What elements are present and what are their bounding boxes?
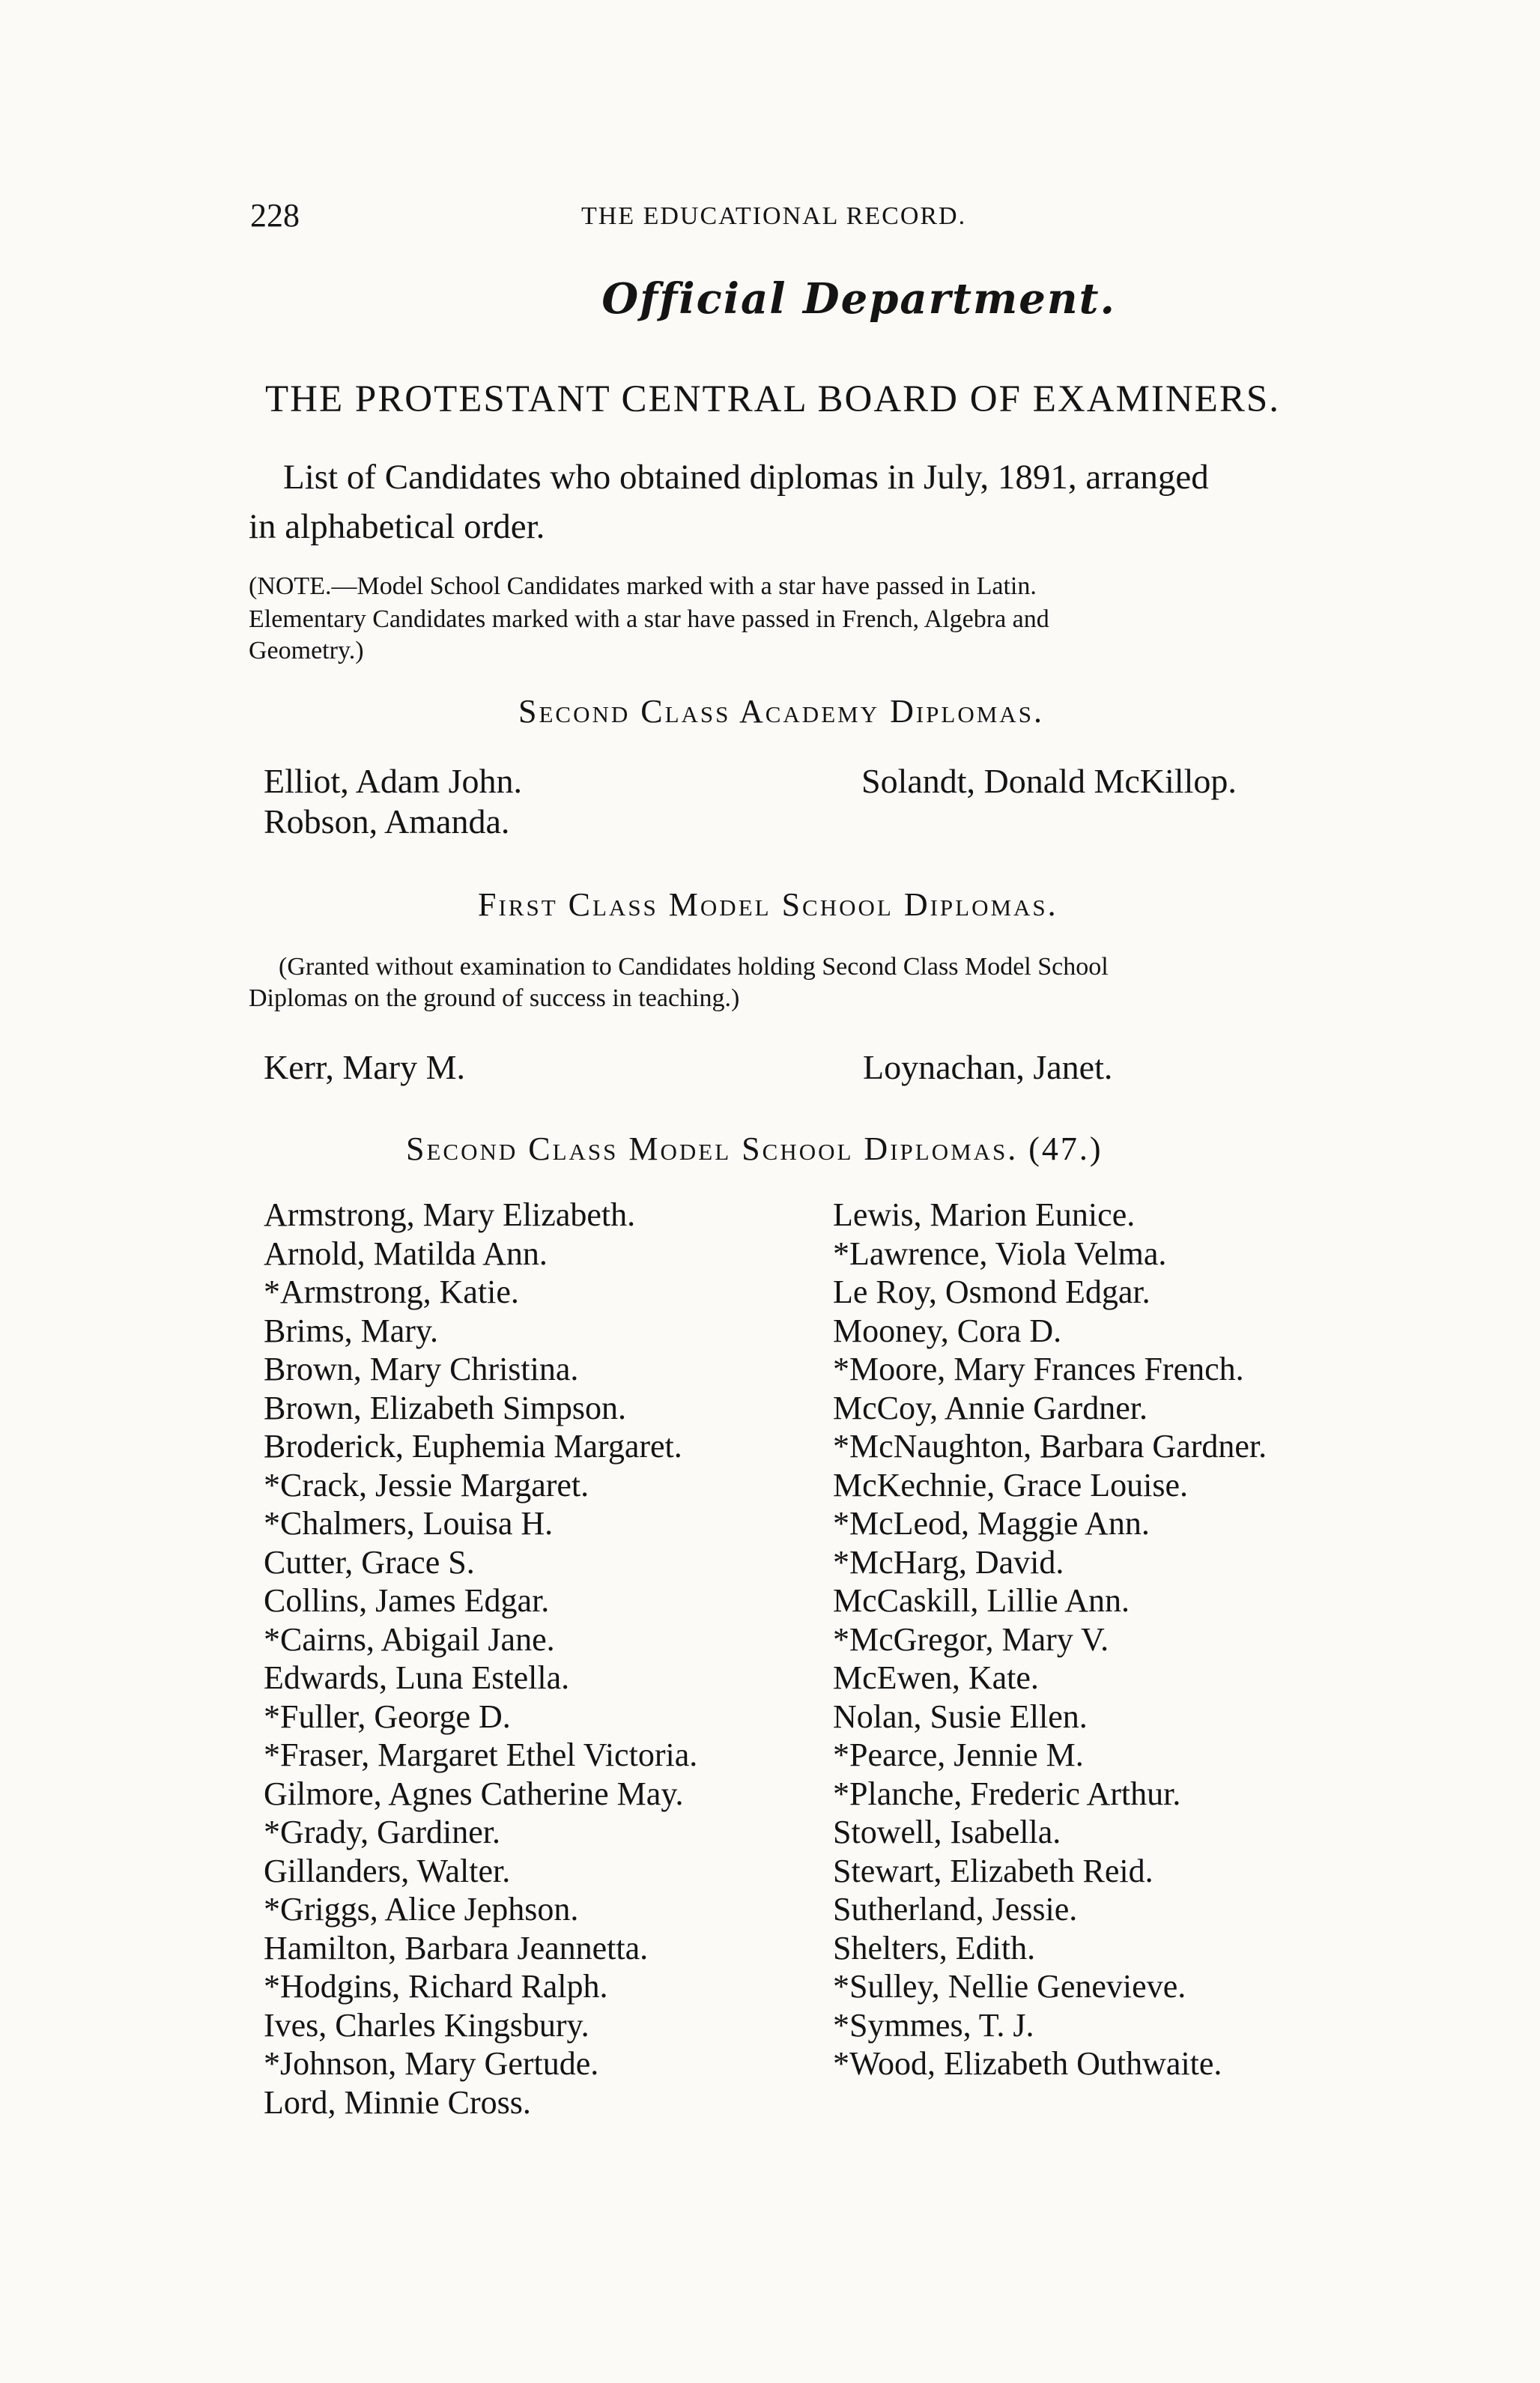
granted-note-line-2: Diplomas on the ground of success in teaching.) (249, 984, 740, 1012)
page-number: 228 (250, 197, 300, 234)
list-item: Le Roy, Osmond Edgar. (833, 1274, 1151, 1310)
first-class-entry: Kerr, Mary M. (264, 1048, 465, 1086)
department-title: Official Department. (601, 274, 1116, 324)
list-item: *Griggs, Alice Jephson. (264, 1891, 579, 1928)
intro-line-1: List of Candidates who obtained diplomas in July, 1891, arranged (283, 458, 1209, 497)
second-class-list-right (833, 1196, 1267, 2083)
list-item: Mooney, Cora D. (833, 1312, 1062, 1349)
list-item: *Johnson, Mary Gertude. (264, 2045, 599, 2082)
list-item: McCoy, Annie Gardner. (833, 1389, 1148, 1426)
academy-entry: Solandt, Donald McKillop. (861, 762, 1237, 800)
list-item: *Moore, Mary Frances French. (833, 1351, 1244, 1387)
academy-entry: Robson, Amanda. (264, 802, 510, 841)
list-item: *Sulley, Nellie Genevieve. (833, 1968, 1186, 2005)
running-head: THE EDUCATIONAL RECORD. (581, 202, 967, 230)
list-item: *Hodgins, Richard Ralph. (264, 1968, 608, 2005)
first-class-entry: Loynachan, Janet. (863, 1048, 1113, 1086)
list-item: *Planche, Frederic Arthur. (833, 1775, 1181, 1812)
list-item: Brown, Mary Christina. (264, 1351, 579, 1387)
list-item: Collins, James Edgar. (264, 1582, 550, 1619)
list-item: Arnold, Matilda Ann. (264, 1235, 548, 1272)
list-item: Sutherland, Jessie. (833, 1891, 1078, 1928)
list-item: McKechnie, Grace Louise. (833, 1466, 1189, 1504)
note-line-3: Geometry.) (249, 637, 364, 664)
second-class-list-left (264, 1196, 697, 2122)
list-item: *Wood, Elizabeth Outhwaite. (833, 2045, 1222, 2082)
list-item: Ives, Charles Kingsbury. (264, 2006, 589, 2044)
list-item: Edwards, Luna Estella. (264, 1659, 570, 1696)
academy-entry: Elliot, Adam John. (264, 762, 522, 800)
note-line-2: Elementary Candidates marked with a star have passed in French, Algebra and (249, 605, 1049, 633)
list-item: McCaskill, Lillie Ann. (833, 1582, 1130, 1619)
list-item: *Cairns, Abigail Jane. (264, 1620, 555, 1658)
list-item: Brown, Elizabeth Simpson. (264, 1389, 626, 1426)
list-item: *Crack, Jessie Margaret. (264, 1466, 589, 1504)
intro-line-2: in alphabetical order. (249, 507, 545, 546)
list-item: Armstrong, Mary Elizabeth. (264, 1196, 636, 1233)
list-item: Broderick, Euphemia Margaret. (264, 1428, 682, 1465)
list-item: *Fuller, George D. (264, 1698, 511, 1735)
list-item: *Armstrong, Katie. (264, 1274, 519, 1310)
granted-note-line-1: (Granted without examination to Candidates holding Second Class Model School (279, 953, 1109, 981)
list-item: *Pearce, Jennie M. (833, 1736, 1084, 1773)
list-item: Stewart, Elizabeth Reid. (833, 1852, 1154, 1889)
board-title: THE PROTESTANT CENTRAL BOARD OF EXAMINERS. (265, 378, 1280, 420)
list-item: Lewis, Marion Eunice. (833, 1196, 1136, 1233)
list-item: *Grady, Gardiner. (264, 1814, 501, 1850)
list-item: Hamilton, Barbara Jeannetta. (264, 1929, 649, 1966)
second-class-heading: Second Class Model School Diplomas. (47.) (406, 1130, 1103, 1167)
list-item: Cutter, Grace S. (264, 1543, 475, 1581)
academy-heading: Second Class Academy Diplomas. (518, 693, 1044, 730)
list-item: *McHarg, David. (833, 1543, 1064, 1581)
list-item: *Fraser, Margaret Ethel Victoria. (264, 1736, 698, 1773)
list-item: Nolan, Susie Ellen. (833, 1698, 1088, 1735)
list-item: *Lawrence, Viola Velma. (833, 1235, 1167, 1272)
list-item: *Chalmers, Louisa H. (264, 1505, 554, 1542)
list-item: Gilmore, Agnes Catherine May. (264, 1775, 684, 1812)
first-class-heading: First Class Model School Diplomas. (478, 886, 1058, 923)
list-item: *McNaughton, Barbara Gardner. (833, 1428, 1267, 1465)
list-item: *Symmes, T. J. (833, 2006, 1034, 2044)
list-item: Shelters, Edith. (833, 1929, 1036, 1966)
note-line-1: (NOTE.—Model School Candidates marked with a star have passed in Latin. (249, 572, 1037, 600)
list-item: *McLeod, Maggie Ann. (833, 1505, 1150, 1542)
list-item: McEwen, Kate. (833, 1659, 1039, 1696)
list-item: Brims, Mary. (264, 1312, 439, 1349)
list-item: Stowell, Isabella. (833, 1814, 1061, 1850)
list-item: *McGregor, Mary V. (833, 1620, 1109, 1658)
list-item: Lord, Minnie Cross. (264, 2083, 531, 2121)
list-item: Gillanders, Walter. (264, 1852, 511, 1889)
